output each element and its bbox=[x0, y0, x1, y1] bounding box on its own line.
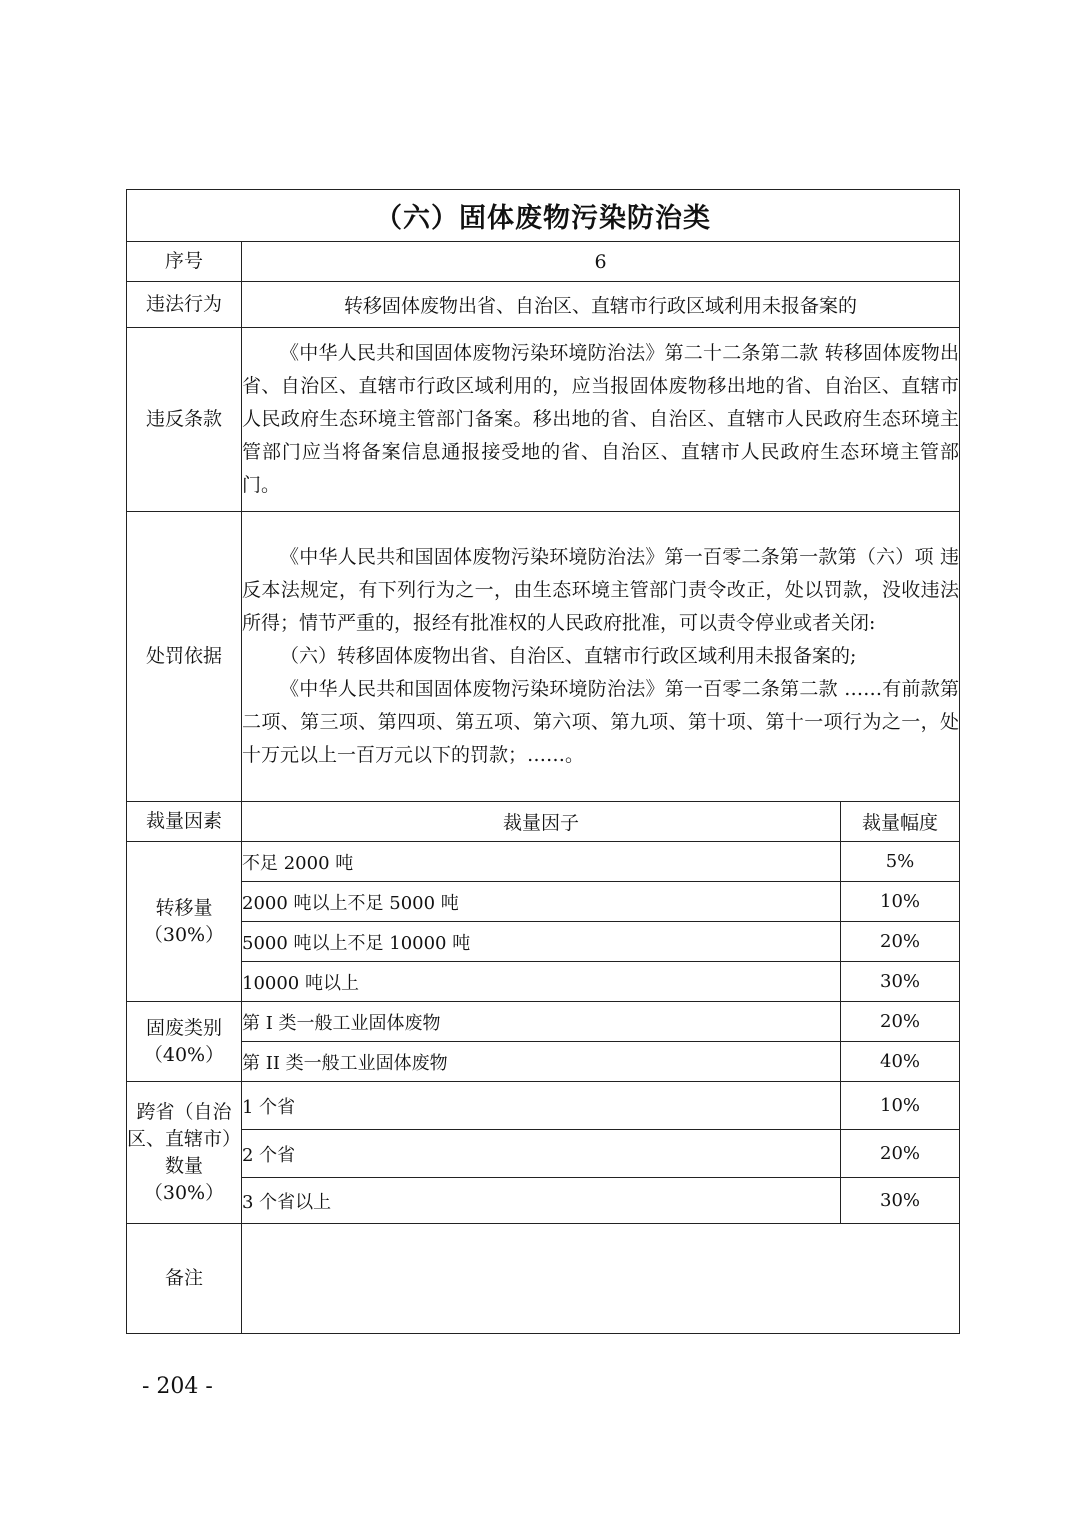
factor-cell: 3 个省以上 bbox=[242, 1178, 841, 1224]
pct-cell: 20% bbox=[841, 1002, 960, 1042]
table-title: （六）固体废物污染防治类 bbox=[127, 190, 960, 242]
discretion-factor-header: 裁量因素 bbox=[127, 802, 242, 842]
table-row bbox=[127, 962, 960, 1002]
violation-label: 违法行为 bbox=[127, 282, 242, 328]
penalty-label: 处罚依据 bbox=[127, 512, 242, 802]
pct-cell: 20% bbox=[841, 1130, 960, 1178]
table-row bbox=[127, 882, 960, 922]
table-row bbox=[127, 1178, 960, 1224]
group-label-line1: 固废类别 bbox=[145, 1016, 222, 1039]
pct-cell: 5% bbox=[841, 842, 960, 882]
clause-paragraph: 《中华人民共和国固体废物污染环境防治法》第二十二条第二款 转移固体废物出省、自治区、直辖市行政区域利用的，应当报固体废物移出地的省、自治区、直辖市人民政府生态环境主管部门备案。移出地的省、自治区、直辖市人民政府生态环境主管部门应当将备案信息通报接受地的省、自治区、直辖市人民政府生态环境主管部门。 bbox=[242, 342, 960, 496]
index-label: 序号 bbox=[127, 242, 242, 282]
group-label-line2: （40%） bbox=[143, 1043, 225, 1066]
penalty-text bbox=[242, 512, 960, 802]
factor-cell: 10000 吨以上 bbox=[242, 962, 841, 1002]
group-label-line1: 转移量 bbox=[155, 896, 213, 919]
penalty-paragraph-3: 《中华人民共和国固体废物污染环境防治法》第一百零二条第二款 ……有前款第二项、第三项、第四项、第五项、第六项、第九项、第十项、第十一项行为之一，处十万元以上一百万元以下的罚款；……。 bbox=[242, 678, 960, 766]
remark-label: 备注 bbox=[127, 1224, 242, 1334]
factor-cell: 不足 2000 吨 bbox=[242, 842, 841, 882]
table-row bbox=[127, 1130, 960, 1178]
factor-cell: 5000 吨以上不足 10000 吨 bbox=[242, 922, 841, 962]
penalty-discretion-table bbox=[126, 189, 960, 1334]
clause-text bbox=[242, 328, 960, 512]
pct-cell: 40% bbox=[841, 1042, 960, 1082]
factor-cell: 2000 吨以上不足 5000 吨 bbox=[242, 882, 841, 922]
group-label-line2: （30%） bbox=[143, 1181, 225, 1204]
penalty-paragraph-2: （六）转移固体废物出省、自治区、直辖市行政区域利用未报备案的; bbox=[280, 645, 857, 667]
group-label-province-count bbox=[127, 1082, 242, 1224]
pct-cell: 10% bbox=[841, 1082, 960, 1130]
factor-cell: 1 个省 bbox=[242, 1082, 841, 1130]
discretion-range-header: 裁量幅度 bbox=[841, 802, 960, 842]
table-row bbox=[127, 1082, 960, 1130]
factor-cell: 第 II 类一般工业固体废物 bbox=[242, 1042, 841, 1082]
table-row bbox=[127, 1002, 960, 1042]
group-label-transfer-volume bbox=[127, 842, 242, 1002]
table-row bbox=[127, 1042, 960, 1082]
index-value: 6 bbox=[242, 242, 960, 282]
group-label-line1: 跨省（自治区、直辖市）数量 bbox=[127, 1100, 242, 1177]
discretion-subfactor-header: 裁量因子 bbox=[242, 802, 841, 842]
violation-value: 转移固体废物出省、自治区、直辖市行政区域利用未报备案的 bbox=[242, 282, 960, 328]
clause-label: 违反条款 bbox=[127, 328, 242, 512]
pct-cell: 10% bbox=[841, 882, 960, 922]
group-label-line2: （30%） bbox=[143, 923, 225, 946]
remark-value bbox=[242, 1224, 960, 1334]
group-label-waste-category bbox=[127, 1002, 242, 1082]
pct-cell: 30% bbox=[841, 962, 960, 1002]
penalty-paragraph-1: 《中华人民共和国固体废物污染环境防治法》第一百零二条第一款第（六）项 违反本法规定，有下列行为之一，由生态环境主管部门责令改正，处以罚款，没收违法所得；情节严重的，报经有批准权的人民政府批准，可以责令停业或者关闭: bbox=[242, 546, 960, 634]
pct-cell: 20% bbox=[841, 922, 960, 962]
table-row bbox=[127, 842, 960, 882]
table-row bbox=[127, 922, 960, 962]
page-number: - 204 - bbox=[142, 1374, 213, 1399]
pct-cell: 30% bbox=[841, 1178, 960, 1224]
factor-cell: 2 个省 bbox=[242, 1130, 841, 1178]
factor-cell: 第 I 类一般工业固体废物 bbox=[242, 1002, 841, 1042]
